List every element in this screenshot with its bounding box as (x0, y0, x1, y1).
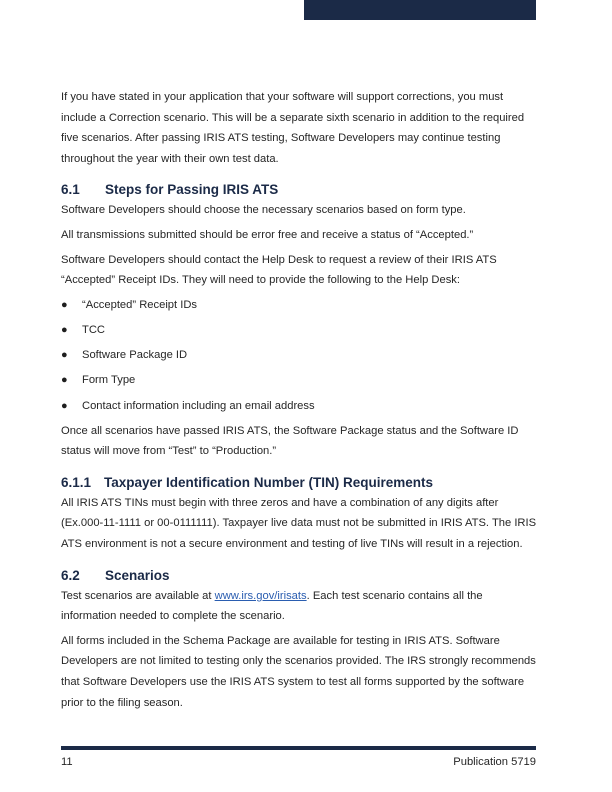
paragraph: Software Developers should choose the necessary scenarios based on form type. (61, 204, 466, 217)
irisats-link[interactable]: www.irs.gov/irisats (214, 589, 307, 602)
footer-rule (61, 746, 536, 750)
intro-paragraph: If you have stated in your application that your software will support corrections, you must include a Correction scenario. This will be a separate sixth scenario in addition to the required five scenarios. After passing IRIS ATS testing, Software Developers may continue testing throughout the year with their own test data. (61, 91, 525, 165)
bullet-icon: ● (61, 399, 68, 412)
bullet-icon: ● (61, 374, 68, 387)
section-heading-6-2 (61, 566, 539, 586)
section-number: 6.2 (61, 567, 80, 583)
paragraph: All IRIS ATS TINs must begin with three zeros and have a combination of any digits after (Ex.000-11-1111 or 00-0111111). Taxpayer live data must not be submitted in IRIS ATS. The IRIS ATS environment is not a secure environment and testing of live TINs will result in a rejection. (61, 496, 537, 551)
section-number: 6.1 (61, 182, 80, 198)
bullet-icon: ● (61, 323, 68, 336)
paragraph: Once all scenarios have passed IRIS ATS, the Software Package status and the Software ID status will move from “Test” to “Production.” (61, 424, 519, 458)
paragraph: Test scenarios are available at www.irs.gov/irisats. Each test scenario contains all the information needed to complete the scenario. (61, 589, 483, 623)
list-item: ● “Accepted” Receipt IDs (61, 295, 539, 316)
page-body (61, 87, 539, 713)
page-number: 11 (61, 756, 73, 768)
publication-label: Publication 5719 (453, 756, 536, 768)
section-title: Taxpayer Identification Number (TIN) Requirements (104, 474, 434, 490)
section-heading-6-1-1 (61, 473, 539, 493)
bullet-icon: ● (61, 298, 68, 311)
list-item: ● Contact information including an email address (61, 396, 539, 417)
list-item: ● TCC (61, 320, 539, 341)
bullet-list (61, 295, 539, 416)
paragraph: Software Developers should contact the Help Desk to request a review of their IRIS ATS “Accepted” Receipt IDs. They will need to provide the following to the Help Desk: (61, 253, 497, 287)
list-item: ● Form Type (61, 370, 539, 391)
bullet-icon: ● (61, 349, 68, 362)
section-title: Steps for Passing IRIS ATS (105, 182, 279, 198)
section-title: Scenarios (105, 567, 170, 583)
paragraph: All transmissions submitted should be error free and receive a status of “Accepted.” (61, 228, 474, 241)
paragraph: All forms included in the Schema Package are available for testing in IRIS ATS. Software Developers are not limited to testing only the scenarios provided. The IRS strongly recommends that Software Developers use the IRIS ATS system to test all forms supported by the software prior to the filing season. (61, 634, 536, 709)
list-item: ● Software Package ID (61, 345, 539, 366)
header-bar (304, 0, 536, 20)
section-number: 6.1.1 (61, 474, 92, 490)
section-heading-6-1 (61, 180, 539, 200)
